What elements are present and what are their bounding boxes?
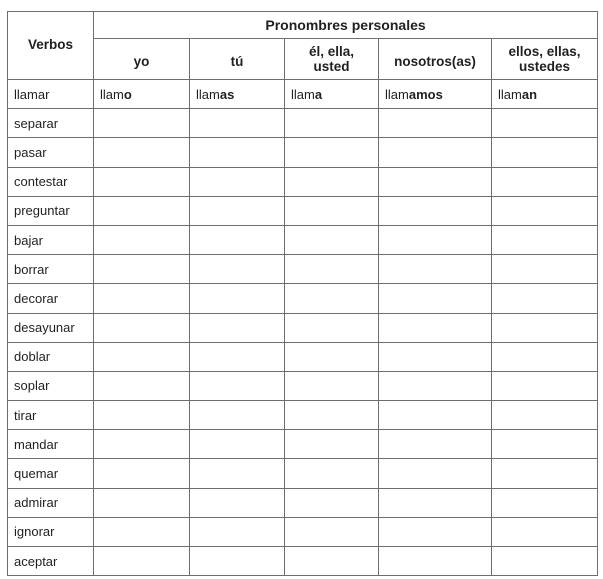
answer-cell-nosotros[interactable] bbox=[379, 225, 492, 254]
verbs-column-header: Verbos bbox=[8, 12, 94, 80]
answer-cell-ellos[interactable] bbox=[492, 342, 598, 371]
answer-cell-el[interactable] bbox=[285, 313, 379, 342]
pronoun-line: usted bbox=[313, 59, 350, 74]
header-row-group bbox=[8, 12, 598, 39]
answer-cell-ellos[interactable] bbox=[492, 430, 598, 459]
answer-cell-tu[interactable] bbox=[190, 430, 285, 459]
pronoun-header-nosotros bbox=[379, 39, 492, 80]
example-row bbox=[8, 80, 598, 109]
header-row-pronouns bbox=[8, 39, 598, 80]
answer-cell-yo[interactable] bbox=[94, 342, 190, 371]
verb-cell: aceptar bbox=[8, 547, 94, 576]
verb-cell: preguntar bbox=[8, 196, 94, 225]
verb-cell: desayunar bbox=[8, 313, 94, 342]
answer-cell-tu[interactable] bbox=[190, 167, 285, 196]
answer-cell-el[interactable] bbox=[285, 196, 379, 225]
answer-cell-tu[interactable] bbox=[190, 109, 285, 138]
answer-cell-el[interactable] bbox=[285, 459, 379, 488]
answer-cell-yo[interactable] bbox=[94, 196, 190, 225]
answer-cell-nosotros[interactable] bbox=[379, 167, 492, 196]
answer-cell-ellos[interactable] bbox=[492, 196, 598, 225]
conjugation-cell-el bbox=[285, 80, 379, 109]
pronoun-line: ellos, ellas, bbox=[508, 44, 581, 59]
answer-cell-el[interactable] bbox=[285, 167, 379, 196]
answer-cell-yo[interactable] bbox=[94, 313, 190, 342]
verb-ending: as bbox=[219, 86, 235, 102]
answer-cell-el[interactable] bbox=[285, 488, 379, 517]
answer-cell-ellos[interactable] bbox=[492, 313, 598, 342]
verb-cell: quemar bbox=[8, 459, 94, 488]
verb-ending: amos bbox=[408, 86, 443, 102]
answer-cell-nosotros[interactable] bbox=[379, 401, 492, 430]
verb-cell: borrar bbox=[8, 255, 94, 284]
answer-cell-yo[interactable] bbox=[94, 430, 190, 459]
answer-cell-el[interactable] bbox=[285, 284, 379, 313]
pronoun-line: él, ella, bbox=[308, 44, 355, 59]
answer-cell-yo[interactable] bbox=[94, 284, 190, 313]
answer-cell-el[interactable] bbox=[285, 547, 379, 576]
verb-cell: ignorar bbox=[8, 517, 94, 546]
answer-cell-tu[interactable] bbox=[190, 371, 285, 400]
answer-cell-el[interactable] bbox=[285, 255, 379, 284]
verb-stem: llam bbox=[291, 86, 315, 102]
answer-cell-yo[interactable] bbox=[94, 255, 190, 284]
verb-stem: llam bbox=[385, 86, 409, 102]
answer-cell-tu[interactable] bbox=[190, 401, 285, 430]
answer-cell-el[interactable] bbox=[285, 109, 379, 138]
table-row bbox=[8, 547, 598, 576]
answer-cell-tu[interactable] bbox=[190, 138, 285, 167]
table-row bbox=[8, 255, 598, 284]
answer-cell-yo[interactable] bbox=[94, 371, 190, 400]
verb-ending: an bbox=[521, 86, 538, 102]
verb-stem: llam bbox=[498, 86, 522, 102]
pronoun-header-ellos-ellas-ustedes bbox=[492, 39, 598, 80]
answer-cell-tu[interactable] bbox=[190, 313, 285, 342]
table-row bbox=[8, 371, 598, 400]
answer-cell-yo[interactable] bbox=[94, 459, 190, 488]
table-row bbox=[8, 167, 598, 196]
answer-cell-nosotros[interactable] bbox=[379, 109, 492, 138]
answer-cell-yo[interactable] bbox=[94, 547, 190, 576]
answer-cell-tu[interactable] bbox=[190, 488, 285, 517]
answer-cell-ellos[interactable] bbox=[492, 255, 598, 284]
answer-cell-nosotros[interactable] bbox=[379, 313, 492, 342]
pronouns-group-header: Pronombres personales bbox=[94, 12, 598, 39]
answer-cell-yo[interactable] bbox=[94, 225, 190, 254]
answer-cell-ellos[interactable] bbox=[492, 459, 598, 488]
answer-cell-ellos[interactable] bbox=[492, 138, 598, 167]
answer-cell-ellos[interactable] bbox=[492, 167, 598, 196]
verb-cell: pasar bbox=[8, 138, 94, 167]
pronoun-line: nosotros(as) bbox=[394, 53, 476, 69]
verb-ending: o bbox=[123, 86, 132, 102]
verb-ending: a bbox=[314, 86, 323, 102]
verb-cell: admirar bbox=[8, 488, 94, 517]
answer-cell-ellos[interactable] bbox=[492, 401, 598, 430]
answer-cell-ellos[interactable] bbox=[492, 109, 598, 138]
answer-cell-el[interactable] bbox=[285, 517, 379, 546]
table-row bbox=[8, 225, 598, 254]
table-row bbox=[8, 430, 598, 459]
answer-cell-el[interactable] bbox=[285, 138, 379, 167]
table-row bbox=[8, 459, 598, 488]
verb-cell: doblar bbox=[8, 342, 94, 371]
answer-cell-ellos[interactable] bbox=[492, 284, 598, 313]
pronoun-header-el-ella-usted bbox=[285, 39, 379, 80]
conjugation-cell-yo bbox=[94, 80, 190, 109]
answer-cell-nosotros[interactable] bbox=[379, 255, 492, 284]
answer-cell-tu[interactable] bbox=[190, 284, 285, 313]
answer-cell-ellos[interactable] bbox=[492, 371, 598, 400]
answer-cell-tu[interactable] bbox=[190, 517, 285, 546]
table-row bbox=[8, 138, 598, 167]
answer-cell-el[interactable] bbox=[285, 401, 379, 430]
answer-cell-nosotros[interactable] bbox=[379, 138, 492, 167]
answer-cell-nosotros[interactable] bbox=[379, 459, 492, 488]
pronoun-line: tú bbox=[230, 53, 244, 69]
answer-cell-el[interactable] bbox=[285, 225, 379, 254]
answer-cell-ellos[interactable] bbox=[492, 488, 598, 517]
verb-cell: decorar bbox=[8, 284, 94, 313]
pronoun-line: ustedes bbox=[519, 59, 571, 74]
answer-cell-ellos[interactable] bbox=[492, 547, 598, 576]
table-header bbox=[8, 12, 598, 80]
answer-cell-el[interactable] bbox=[285, 371, 379, 400]
answer-cell-tu[interactable] bbox=[190, 342, 285, 371]
answer-cell-nosotros[interactable] bbox=[379, 371, 492, 400]
conjugation-cell-nosotros bbox=[379, 80, 492, 109]
conjugation-table bbox=[7, 11, 598, 576]
table-row bbox=[8, 313, 598, 342]
answer-cell-el[interactable] bbox=[285, 430, 379, 459]
table-row bbox=[8, 109, 598, 138]
answer-cell-yo[interactable] bbox=[94, 138, 190, 167]
verb-cell: llamar bbox=[8, 80, 94, 109]
answer-cell-nosotros[interactable] bbox=[379, 488, 492, 517]
answer-cell-yo[interactable] bbox=[94, 517, 190, 546]
answer-cell-tu[interactable] bbox=[190, 547, 285, 576]
answer-cell-yo[interactable] bbox=[94, 401, 190, 430]
answer-cell-yo[interactable] bbox=[94, 109, 190, 138]
verb-cell: contestar bbox=[8, 167, 94, 196]
conjugation-cell-tu bbox=[190, 80, 285, 109]
answer-cell-nosotros[interactable] bbox=[379, 342, 492, 371]
answer-cell-nosotros[interactable] bbox=[379, 196, 492, 225]
table-row bbox=[8, 517, 598, 546]
verb-stem: llam bbox=[196, 86, 220, 102]
verb-cell: bajar bbox=[8, 225, 94, 254]
verb-cell: tirar bbox=[8, 401, 94, 430]
answer-cell-ellos[interactable] bbox=[492, 517, 598, 546]
answer-cell-tu[interactable] bbox=[190, 459, 285, 488]
table-row bbox=[8, 342, 598, 371]
table-row bbox=[8, 284, 598, 313]
answer-cell-tu[interactable] bbox=[190, 196, 285, 225]
answer-cell-nosotros[interactable] bbox=[379, 547, 492, 576]
verb-cell: separar bbox=[8, 109, 94, 138]
answer-cell-yo[interactable] bbox=[94, 167, 190, 196]
verb-cell: mandar bbox=[8, 430, 94, 459]
pronoun-line: yo bbox=[133, 53, 150, 69]
answer-cell-tu[interactable] bbox=[190, 225, 285, 254]
pronoun-header-tu bbox=[190, 39, 285, 80]
answer-cell-nosotros[interactable] bbox=[379, 517, 492, 546]
table-row bbox=[8, 488, 598, 517]
answer-cell-tu[interactable] bbox=[190, 255, 285, 284]
conjugation-cell-ellos bbox=[492, 80, 598, 109]
answer-cell-ellos[interactable] bbox=[492, 225, 598, 254]
table-row bbox=[8, 401, 598, 430]
answer-cell-yo[interactable] bbox=[94, 488, 190, 517]
answer-cell-nosotros[interactable] bbox=[379, 430, 492, 459]
answer-cell-nosotros[interactable] bbox=[379, 284, 492, 313]
table-row bbox=[8, 196, 598, 225]
verb-cell: soplar bbox=[8, 371, 94, 400]
answer-cell-el[interactable] bbox=[285, 342, 379, 371]
verb-stem: llam bbox=[100, 86, 124, 102]
table-body bbox=[8, 80, 598, 576]
pronoun-header-yo bbox=[94, 39, 190, 80]
